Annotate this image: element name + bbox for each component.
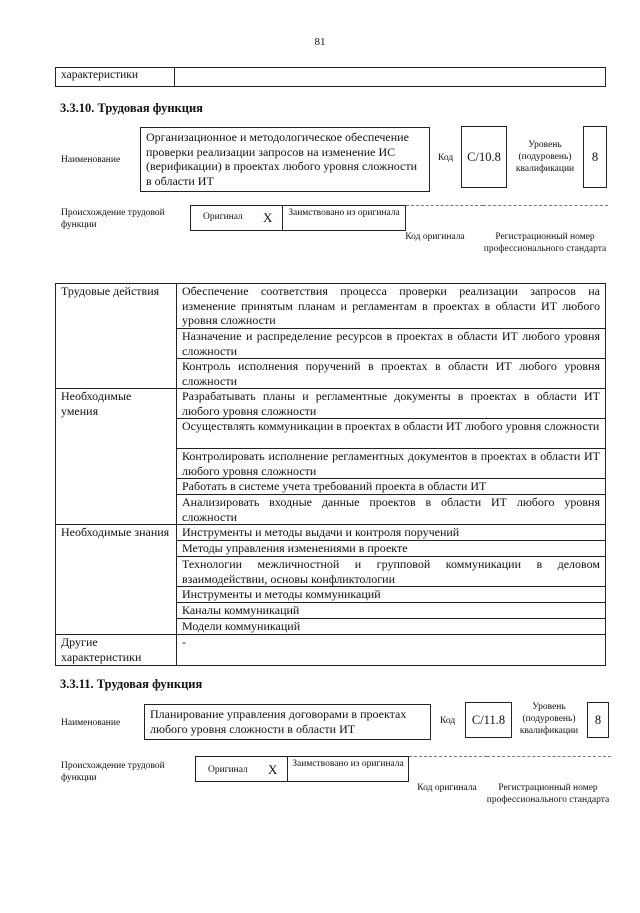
original-check-mark: X [268,762,278,777]
function-name-box: Планирование управления договорами в проектах любого уровня сложности в области ИТ [144,704,431,740]
table-row [56,525,606,541]
page-number: 81 [314,36,326,48]
list-item: Контроль исполнения поручений в проектах в области ИТ любого уровня сложности [177,359,606,389]
level-label: Уровень (подуровень) квалификации [519,702,579,736]
code-original-label: Код оригинала [405,232,465,242]
code-label: Код [440,716,456,726]
list-item: Осуществлять коммуникации в проектах в области ИТ любого уровня сложности [177,419,606,449]
code-original-label: Код оригинала [417,783,477,793]
top-row-label: характеристики [56,68,175,87]
section-title: 3.3.11. Трудовая функция [60,677,203,691]
original-check-mark: X [263,210,273,225]
origin-row [195,756,611,782]
reg-number-label: Регистрационный номер профессионального стандарта [486,783,610,805]
list-item: Инструменты и методы коммуникаций [177,587,606,603]
name-label: Наименование [61,155,121,165]
level-label: Уровень (подуровень) квалификации [515,140,575,174]
other-value: - [177,635,606,666]
list-item: Анализировать входные данные проектов в области ИТ любого уровня сложности [177,495,606,525]
top-row-value [175,68,606,87]
borrowed-cell: Заимствовано из оригинала [282,205,406,231]
list-item: Работать в системе учета требований проекта в области ИТ [177,479,606,495]
requirements-table [55,283,606,666]
list-item: Каналы коммуникаций [177,603,606,619]
list-item: Разрабатывать планы и регламентные документы в проектах в области ИТ любого уровня сложности [177,389,606,419]
list-item: Контролировать исполнение регламентных документов в проектах в области ИТ любого уровня сложности [177,449,606,479]
level-value: 8 [587,702,609,738]
original-cell [195,756,287,782]
section-title: 3.3.10. Трудовая функция [60,101,203,115]
original-cell [190,205,282,231]
level-value: 8 [583,126,607,188]
origin-row [190,205,608,231]
function-name-box: Организационное и методологическое обеспечение проверки реализации запросов на изменение ИС (верификации) в проектах любого уровня сложности в области ИТ [140,127,430,192]
reg-number-label: Регистрационный номер профессионального стандарта [483,232,607,254]
reg-number-cell [487,756,611,757]
original-label: Оригинал [208,765,248,775]
top-continuation-table [55,67,606,87]
origin-label: Происхождение трудовой функции [61,208,165,230]
table-row [56,635,606,666]
original-label: Оригинал [203,212,243,222]
other-label: Другие характеристики [56,635,177,666]
skills-label: Необходимые умения [56,389,177,525]
borrowed-cell: Заимствовано из оригинала [287,756,409,782]
code-original-cell [409,756,487,757]
list-item: Методы управления изменениями в проекте [177,541,606,557]
reg-number-cell [483,205,608,206]
table-row [56,284,606,329]
code-value: C/11.8 [465,702,512,738]
code-value: C/10.8 [461,126,507,188]
labor-actions-label: Трудовые действия [56,284,177,389]
list-item: Модели коммуникаций [177,619,606,635]
code-label: Код [438,153,454,163]
list-item: Обеспечение соответствия процесса проверки реализации запросов на изменение принятым планам и регламентам в проектах в области ИТ любого уровня сложности [177,284,606,329]
origin-label: Происхождение трудовой функции [61,761,165,783]
name-label: Наименование [61,718,121,728]
table-row [56,389,606,419]
list-item: Технологии межличностной и групповой коммуникации в деловом взаимодействии, основы конфликтологии [177,557,606,587]
code-original-cell [406,205,483,206]
list-item: Назначение и распределение ресурсов в проектах в области ИТ любого уровня сложности [177,329,606,359]
knowledge-label: Необходимые знания [56,525,177,635]
list-item: Инструменты и методы выдачи и контроля поручений [177,525,606,541]
